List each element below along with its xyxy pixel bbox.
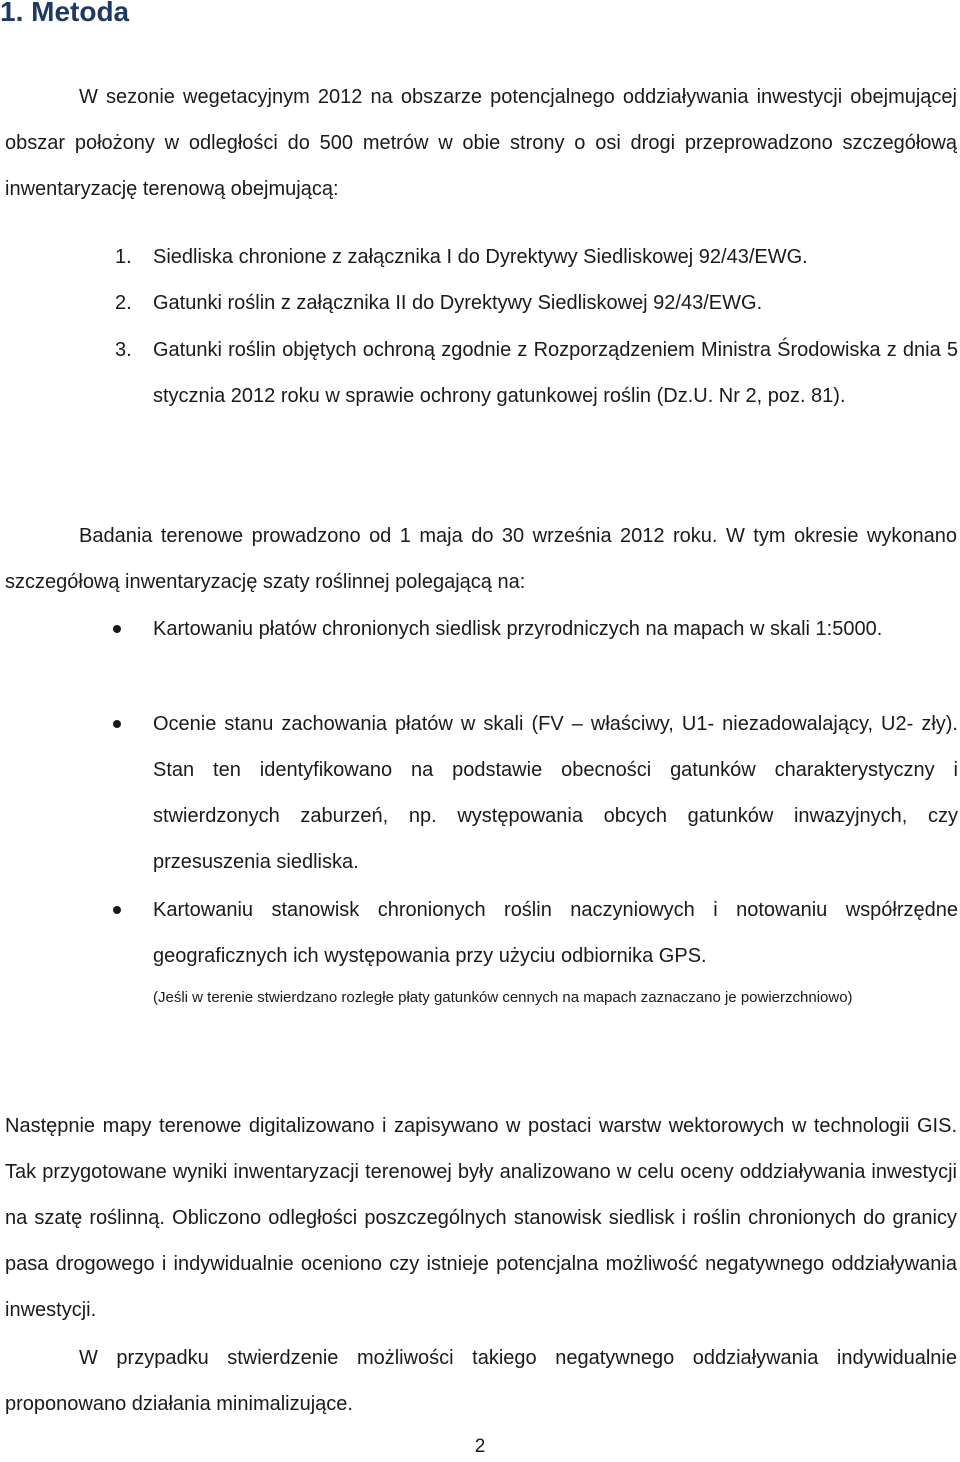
item-text: Gatunki roślin z załącznika II do Dyrektywy Siedliskowej 92/43/EWG. <box>153 292 763 314</box>
bullet-icon <box>113 625 121 633</box>
bullet-text: Ocenie stanu zachowania płatów w skali (FV – właściwy, U1- niezadowalający, U2- zły). Stan ten identyfikowano na podstawie obecności gatunków charakterystyczny i stwierdzonych zaburzeń, np. występowania obcych gatunków inwazyjnych, czy przesuszenia siedliska. <box>153 713 958 873</box>
bullet-item-1 <box>153 606 958 652</box>
item-number: 1. <box>115 246 132 268</box>
bullet-item-3 <box>153 887 958 979</box>
closing-paragraph: W przypadku stwierdzenie możliwości takiego negatywnego oddziaływania indywidualnie proponowano działania minimalizujące. <box>5 1347 957 1415</box>
numbered-item-1 <box>115 234 958 280</box>
bullet-item-2 <box>153 701 958 885</box>
item-number: 2. <box>115 292 132 314</box>
survey-paragraph: Badania terenowe prowadzono od 1 maja do 30 września 2012 roku. W tym okresie wykonano szczegółową inwentaryzację szaty roślinnej polegającą na: <box>5 525 957 593</box>
section-heading: 1. Metoda <box>0 0 130 27</box>
page-number: 2 <box>474 1436 486 1457</box>
item-text: Siedliska chronione z załącznika I do Dyrektywy Siedliskowej 92/43/EWG. <box>153 246 808 268</box>
intro-paragraph: W sezonie wegetacyjnym 2012 na obszarze potencjalnego oddziaływania inwestycji obejmującej obszar położony w odległości do 500 metrów w obie strony o osi drogi przeprowadzono szczegółową inwentaryzację terenową obejmującą: <box>5 86 957 200</box>
note-text: (Jeśli w terenie stwierdzano rozległe płaty gatunków cennych na mapach zaznaczano je powierzchniowo) <box>153 989 853 1006</box>
bullet-text: Kartowaniu płatów chronionych siedlisk przyrodniczych na mapach w skali 1:5000. <box>153 618 883 640</box>
bullet-icon <box>113 906 121 914</box>
numbered-item-2 <box>115 280 958 326</box>
gis-paragraph: Następnie mapy terenowe digitalizowano i zapisywano w postaci warstw wektorowych w technologii GIS. Tak przygotowane wyniki inwentaryzacji terenowej były analizowano w celu oceny oddziaływania inwestycji na szatę roślinną. Obliczono odległości poszczególnych stanowisk siedlisk i roślin chronionych do granicy pasa drogowego i indywidualnie oceniono czy istnieje potencjalna możliwość negatywnego oddziaływania inwestycji. <box>5 1115 957 1321</box>
bullet-icon <box>113 720 121 728</box>
item-number: 3. <box>115 339 132 361</box>
numbered-item-3 <box>115 327 958 419</box>
bullet-text: Kartowaniu stanowisk chronionych roślin naczyniowych i notowaniu współrzędne geograficznych ich występowania przy użyciu odbiornika GPS. <box>153 899 958 967</box>
item-text: Gatunki roślin objętych ochroną zgodnie z Rozporządzeniem Ministra Środowiska z dnia 5 stycznia 2012 roku w sprawie ochrony gatunkowej roślin (Dz.U. Nr 2, poz. 81). <box>153 339 958 407</box>
